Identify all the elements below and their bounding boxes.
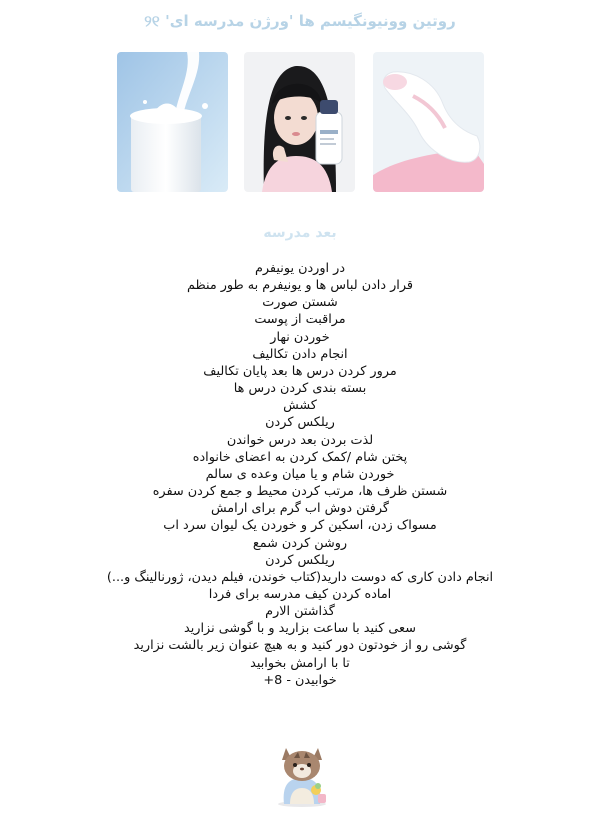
list-item: خوردن شام و یا میان وعده ی سالم <box>205 466 395 482</box>
list-item: مراقبت از پوست <box>254 312 346 328</box>
list-item: انجام دادن کاری که دوست دارید(کتاب خوندن، فیلم دیدن، ژورنالینگ و...) <box>106 569 494 585</box>
list-item: ریلکس کردن <box>265 552 335 568</box>
list-item: کشش <box>283 398 317 414</box>
page-title: روتین وونیونگیسم ها 'ورژن مدرسه ای' ୨୧ <box>144 12 456 30</box>
list-item: شستن ظرف ها، مرتب کردن محیط و جمع کردن سفره <box>152 484 448 500</box>
kitten-figurine-sticker <box>270 738 334 808</box>
list-item: قرار دادن لباس ها و یونیفرم به طور منظم <box>186 278 414 294</box>
list-item: گرفتن دوش اب گرم برای ارامش <box>210 501 390 517</box>
list-item: روشن کردن شمع <box>252 535 348 551</box>
list-item: انجام دادن تکالیف <box>252 346 348 362</box>
list-item: مسواک زدن، اسکین کر و خوردن یک لیوان سرد اب <box>163 518 437 534</box>
routine-list <box>60 260 540 689</box>
list-item: تا با ارامش بخوابید <box>250 655 350 671</box>
list-item: بسته بندی کردن درس ها <box>233 381 367 397</box>
list-item: شستن صورت <box>262 295 338 311</box>
list-item: پختن شام /کمک کردن به اعضای خانواده <box>192 449 408 465</box>
section-title: بعد مدرسه <box>263 225 337 241</box>
list-item: لذت بردن بعد درس خواندن <box>226 432 374 448</box>
pink-socks-photo <box>373 52 484 192</box>
girl-with-bottle-photo <box>244 52 355 192</box>
list-item: اماده کردن کیف مدرسه برای فردا <box>208 586 392 602</box>
list-item: خوابیدن - 8+ <box>263 672 337 688</box>
list-item: گوشی رو از خودتون دور کنید و به هیچ عنوان زیر بالشت نزارید <box>133 638 467 654</box>
list-item: سعی کنید با ساعت بزارید و با گوشی نزارید <box>184 621 416 637</box>
milk-glass-photo <box>117 52 228 192</box>
list-item: خوردن نهار <box>270 329 330 345</box>
list-item: ریلکس کردن <box>265 415 335 431</box>
list-item: در اوردن یونیفرم <box>254 261 346 276</box>
list-item: مرور کردن درس ها بعد پایان تکالیف <box>203 363 397 379</box>
list-item: گذاشتن الارم <box>265 604 335 620</box>
